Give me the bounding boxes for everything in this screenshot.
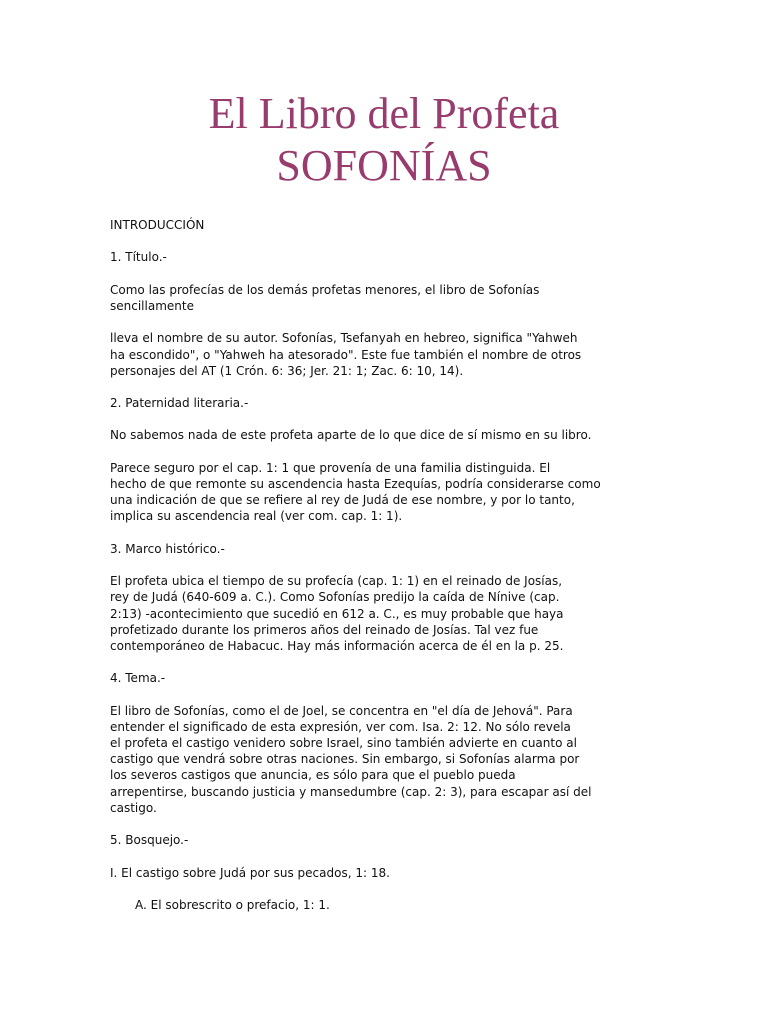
paragraph-line: una indicación de que se refiere al rey de Judá de ese nombre, y por lo tanto, bbox=[110, 493, 575, 508]
paragraph-line: El libro de Sofonías, como el de Joel, se concentra en "el día de Jehová". Para bbox=[110, 703, 573, 718]
paragraph-line: implica su ascendencia real (ver com. cap. 1: 1). bbox=[110, 509, 403, 524]
section-heading-introduccion: INTRODUCCIÓN bbox=[110, 218, 205, 232]
section-heading-marco: 3. Marco histórico.- bbox=[110, 541, 225, 556]
paragraph-line: Como las profecías de los demás profetas menores, el libro de Sofonías bbox=[110, 282, 540, 297]
paragraph-line: los severos castigos que anuncia, es sólo para que el pueblo pueda bbox=[110, 768, 516, 783]
paragraph-line: rey de Judá (640-609 a. C.). Como Sofonías predijo la caída de Nínive (cap. bbox=[110, 590, 560, 605]
paragraph-line: el profeta el castigo venidero sobre Israel, sino también advierte en cuanto al bbox=[110, 736, 577, 750]
paragraph-line: lleva el nombre de su autor. Sofonías, Tsefanyah en hebreo, significa "Yahweh bbox=[110, 331, 578, 346]
paragraph-line: profetizado durante los primeros años del reinado de Josías. Tal vez fue bbox=[110, 622, 539, 637]
paragraph-line: personajes del AT (1 Crón. 6: 36; Jer. 21: 1; Zac. 6: 10, 14). bbox=[110, 363, 464, 378]
paragraph-line: El profeta ubica el tiempo de su profecía (cap. 1: 1) en el reinado de Josías, bbox=[110, 574, 563, 589]
title-line-1: El Libro del Profeta bbox=[208, 89, 560, 138]
section-heading-titulo: 1. Título.- bbox=[110, 250, 167, 265]
paragraph-line: sencillamente bbox=[110, 298, 194, 313]
paragraph-line: arrepentirse, buscando justicia y mansedumbre (cap. 2: 3), para escapar así del bbox=[110, 784, 592, 799]
section-heading-bosquejo: 5. Bosquejo.- bbox=[110, 833, 189, 848]
paragraph-line: No sabemos nada de este profeta aparte de lo que dice de sí mismo en su libro. bbox=[110, 428, 592, 443]
paragraph-line: ha escondido", o "Yahweh ha atesorado". Este fue también el nombre de otros bbox=[110, 347, 582, 362]
paragraph-line: entender el significado de esta expresión, ver com. Isa. 2: 12. No sólo revela bbox=[110, 719, 571, 734]
title-line-2: SOFONÍAS bbox=[276, 141, 492, 190]
section-heading-tema: 4. Tema.- bbox=[110, 671, 166, 686]
paragraph-line: castigo que vendrá sobre otras naciones. Sin embargo, si Sofonías alarma por bbox=[110, 752, 580, 767]
document-body bbox=[110, 217, 601, 913]
outline-item-1: I. El castigo sobre Judá por sus pecados, 1: 18. bbox=[110, 865, 390, 880]
paragraph-line: contemporáneo de Habacuc. Hay más información acerca de él en la p. 25. bbox=[110, 638, 564, 653]
section-heading-paternidad: 2. Paternidad literaria.- bbox=[110, 396, 249, 411]
paragraph-line: castigo. bbox=[110, 800, 157, 815]
paragraph-line: Parece seguro por el cap. 1: 1 que provenía de una familia distinguida. El bbox=[110, 460, 551, 475]
paragraph-line: hecho de que remonte su ascendencia hasta Ezequías, podría considerarse como bbox=[110, 477, 601, 491]
document-title bbox=[0, 88, 768, 192]
outline-item-1a: A. El sobrescrito o prefacio, 1: 1. bbox=[135, 897, 330, 912]
paragraph-line: 2:13) -acontecimiento que sucedió en 612 a. C., es muy probable que haya bbox=[110, 606, 564, 621]
